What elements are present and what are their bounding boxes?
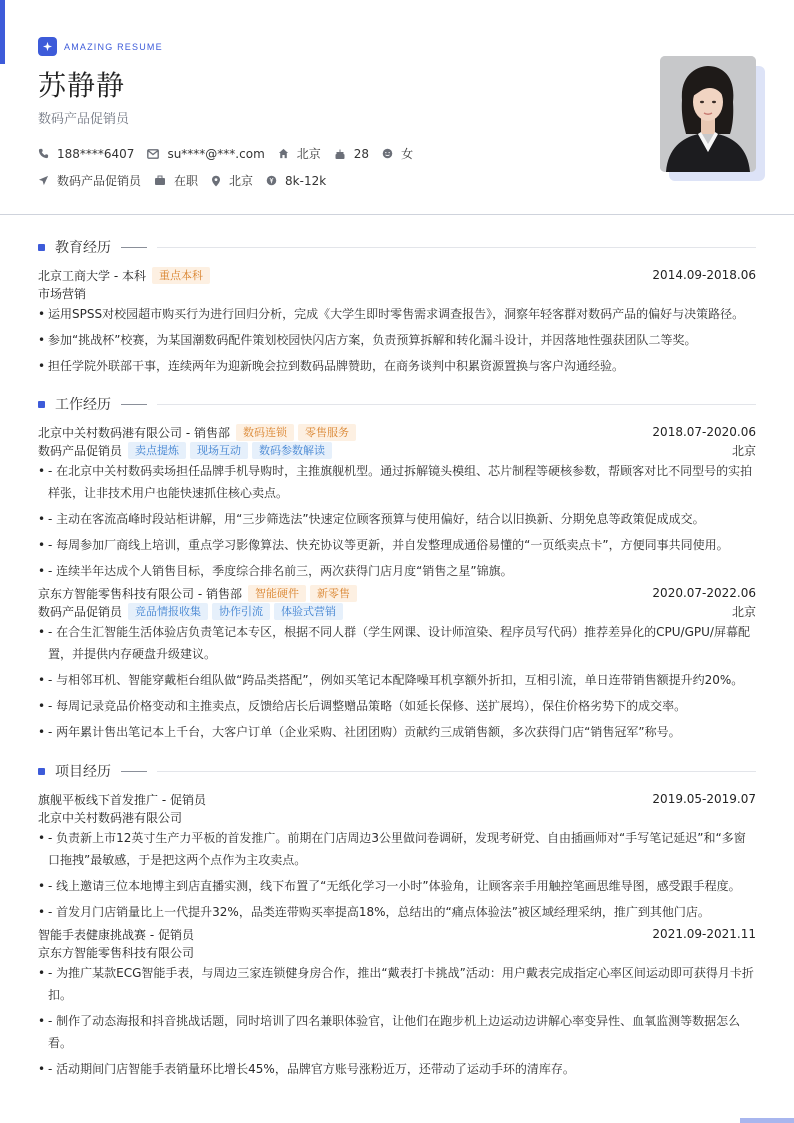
home-icon <box>278 148 289 159</box>
date-range: 2014.09-2018.06 <box>652 268 756 282</box>
status-item <box>154 172 198 189</box>
date-range: 2019.05-2019.07 <box>652 792 756 806</box>
city-item <box>278 145 321 162</box>
section-rule <box>157 247 756 248</box>
project-name: 旗舰平板线下首发推广 - 促销员 <box>38 792 206 807</box>
bullet-item: • - 两年累计售出笔记本上千台，大客户订单（企业采购、社团团购）贡献约三成销售额，多次获得门店“销售冠军”称号。 <box>38 721 756 743</box>
email-value: su****@***.com <box>167 146 265 161</box>
section-header <box>38 761 756 781</box>
company-name: 北京中关村数码港有限公司 - 销售部 <box>38 425 230 440</box>
section-rule <box>157 771 756 772</box>
bullet-item: • - 每周参加厂商线上培训，重点学习影像算法、快充协议等更新，并自发整理成通俗易懂的“一页纸卖点卡”，方便同事共同使用。 <box>38 534 756 556</box>
bottom-accent-bar <box>740 1118 794 1123</box>
phone-item <box>38 147 134 161</box>
target-city-value: 北京 <box>229 174 254 188</box>
salary-item <box>266 174 326 188</box>
sparkle-icon <box>38 37 57 56</box>
company-name: 京东方智能零售科技有限公司 - 销售部 <box>38 586 242 601</box>
resume-header <box>0 0 794 215</box>
project-entry <box>38 790 756 923</box>
position: 数码产品促销员 <box>38 604 123 619</box>
company-tag: 新零售 <box>310 585 357 602</box>
education-entry <box>38 266 756 377</box>
pin-icon <box>211 175 221 187</box>
skill-tag: 协作引流 <box>212 603 270 620</box>
work-entry <box>38 584 756 743</box>
city-value: 北京 <box>296 147 321 161</box>
school-name: 北京工商大学 - 本科 <box>38 268 146 283</box>
bullet-item: • - 制作了动态海报和抖音挑战话题，同时培训了四名兼职体验官，让他们在跑步机上边运动边讲解心率变异性、血氧监测等数据怎么看。 <box>38 1010 756 1054</box>
bullet-item: • - 为推广某款ECG智能手表，与周边三家连锁健身房合作，推出“戴表打卡挑战”活动：用户戴表完成指定心率区间运动即可获得月卡折扣。 <box>38 962 756 1006</box>
section-marker <box>38 768 45 775</box>
job-intent-row <box>38 172 339 189</box>
section-header <box>38 237 756 257</box>
bullet-item: • - 活动期间门店智能手表销量环比增长45%，品牌官方账号涨粉近万，还带动了运动手环的清库存。 <box>38 1058 756 1080</box>
work-city: 北京 <box>731 604 756 619</box>
company-tag: 零售服务 <box>298 424 356 441</box>
profile-photo <box>660 56 756 172</box>
bullet-item: • - 主动在客流高峰时段站柜讲解，用“三步筛选法”快速定位顾客预算与使用偏好，结合以旧换新、分期免息等政策促成成交。 <box>38 508 756 530</box>
section-marker <box>38 401 45 408</box>
section-divider <box>121 404 147 405</box>
cake-icon <box>334 148 346 160</box>
gender-item <box>382 145 413 162</box>
date-range: 2020.07-2022.06 <box>652 586 756 600</box>
section-header <box>38 394 756 414</box>
education-section <box>38 237 756 381</box>
company-tag: 智能硬件 <box>248 585 306 602</box>
brand <box>38 37 163 56</box>
age-item <box>334 147 369 161</box>
coin-icon <box>266 175 277 186</box>
section-rule <box>157 404 756 405</box>
bullet-item: • 担任学院外联部干事，连续两年为迎新晚会拉到数码品牌赞助，在商务谈判中积累资源置换与客户沟通经验。 <box>38 355 756 377</box>
section-title: 项目经历 <box>55 764 111 780</box>
bullet-item: • - 连续半年达成个人销售目标，季度综合排名前三，两次获得门店月度“销售之星”锦旗。 <box>38 560 756 582</box>
skill-tag: 数码参数解读 <box>252 442 332 459</box>
candidate-role: 数码产品促销员 <box>38 112 130 127</box>
salary-value: 8k-12k <box>285 173 327 188</box>
bullet-item: • - 在北京中关村数码卖场担任品牌手机导购时，主推旗舰机型。通过拆解镜头模组、芯片制程等硬核参数，帮顾客对比不同型号的实拍样张，让非技术用户也能快速抓住核心卖点。 <box>38 460 756 504</box>
brand-label: AMAZING RESUME <box>64 41 163 52</box>
skill-tag: 竞品情报收集 <box>128 603 208 620</box>
status-value: 在职 <box>174 174 199 188</box>
date-range: 2018.07-2020.06 <box>652 425 756 439</box>
contact-row <box>38 145 426 162</box>
target-role-item <box>38 172 141 189</box>
skill-tag: 现场互动 <box>190 442 248 459</box>
bullet-item: • - 负责新上市12英寸生产力平板的首发推广。前期在门店周边3公里做问卷调研，发现考研党、自由插画师对“手写笔记延迟”和“多窗口拖拽”最敏感，于是把这两个点作为主攻卖点。 <box>38 827 756 871</box>
section-title: 工作经历 <box>55 397 111 413</box>
phone-value: 188****6407 <box>57 146 135 161</box>
gender-value: 女 <box>401 147 414 161</box>
project-name: 智能手表健康挑战赛 - 促销员 <box>38 927 194 942</box>
briefcase-icon <box>154 175 166 186</box>
major: 市场营销 <box>38 286 87 301</box>
mail-icon <box>147 149 159 159</box>
project-org: 北京中关村数码港有限公司 <box>38 810 183 825</box>
company-tag: 数码连锁 <box>236 424 294 441</box>
candidate-name: 苏静静 <box>38 69 126 102</box>
bullet-item: • - 与相邻耳机、智能穿戴柜台组队做“跨品类搭配”，例如买笔记本配降噪耳机享额外折扣，互相引流，单日连带销售额提升约20%。 <box>38 669 756 691</box>
project-org: 京东方智能零售科技有限公司 <box>38 945 195 960</box>
work-section <box>38 394 756 747</box>
date-range: 2021.09-2021.11 <box>652 927 756 941</box>
face-icon <box>382 148 393 159</box>
section-divider <box>121 247 147 248</box>
phone-icon <box>38 148 49 159</box>
bullet-item: • - 每周记录竞品价格变动和主推卖点，反馈给店长后调整赠品策略（如延长保修、送扩展坞），保住价格劣势下的成交率。 <box>38 695 756 717</box>
bullet-item: • 运用SPSS对校园超市购买行为进行回归分析，完成《大学生即时零售需求调查报告》，洞察年轻客群对数码产品的偏好与决策路径。 <box>38 303 756 325</box>
projects-section <box>38 761 756 1084</box>
bullet-item: • - 线上邀请三位本地博主到店直播实测，线下布置了“无纸化学习一小时”体验角，让顾客亲手用触控笔画思维导图，感受跟手程度。 <box>38 875 756 897</box>
target-role-value: 数码产品促销员 <box>57 174 142 188</box>
project-entry <box>38 925 756 1080</box>
section-marker <box>38 244 45 251</box>
position: 数码产品促销员 <box>38 443 123 458</box>
age-value: 28 <box>353 146 370 161</box>
section-title: 教育经历 <box>55 240 111 256</box>
section-divider <box>121 771 147 772</box>
email-item <box>147 147 264 161</box>
bullet-item: • - 在合生汇智能生活体验店负责笔记本专区，根据不同人群（学生网课、设计师渲染、程序员写代码）推荐差异化的CPU/GPU/屏幕配置，并提供内存硬盘升级建议。 <box>38 621 756 665</box>
skill-tag: 卖点提炼 <box>128 442 186 459</box>
work-city: 北京 <box>731 443 756 458</box>
skill-tag: 体验式营销 <box>274 603 343 620</box>
school-tag: 重点本科 <box>152 267 210 284</box>
bullet-item: • - 首发月门店销量比上一代提升32%，品类连带购买率提高18%，总结出的“痛点体验法”被区域经理采纳，推广到其他门店。 <box>38 901 756 923</box>
target-city-item <box>211 172 253 189</box>
work-entry <box>38 423 756 582</box>
bullet-item: • 参加“挑战杯”校赛，为某国潮数码配件策划校园快闪店方案，负责预算拆解和转化漏斗设计，并因落地性强获团队二等奖。 <box>38 329 756 351</box>
send-icon <box>38 175 49 186</box>
